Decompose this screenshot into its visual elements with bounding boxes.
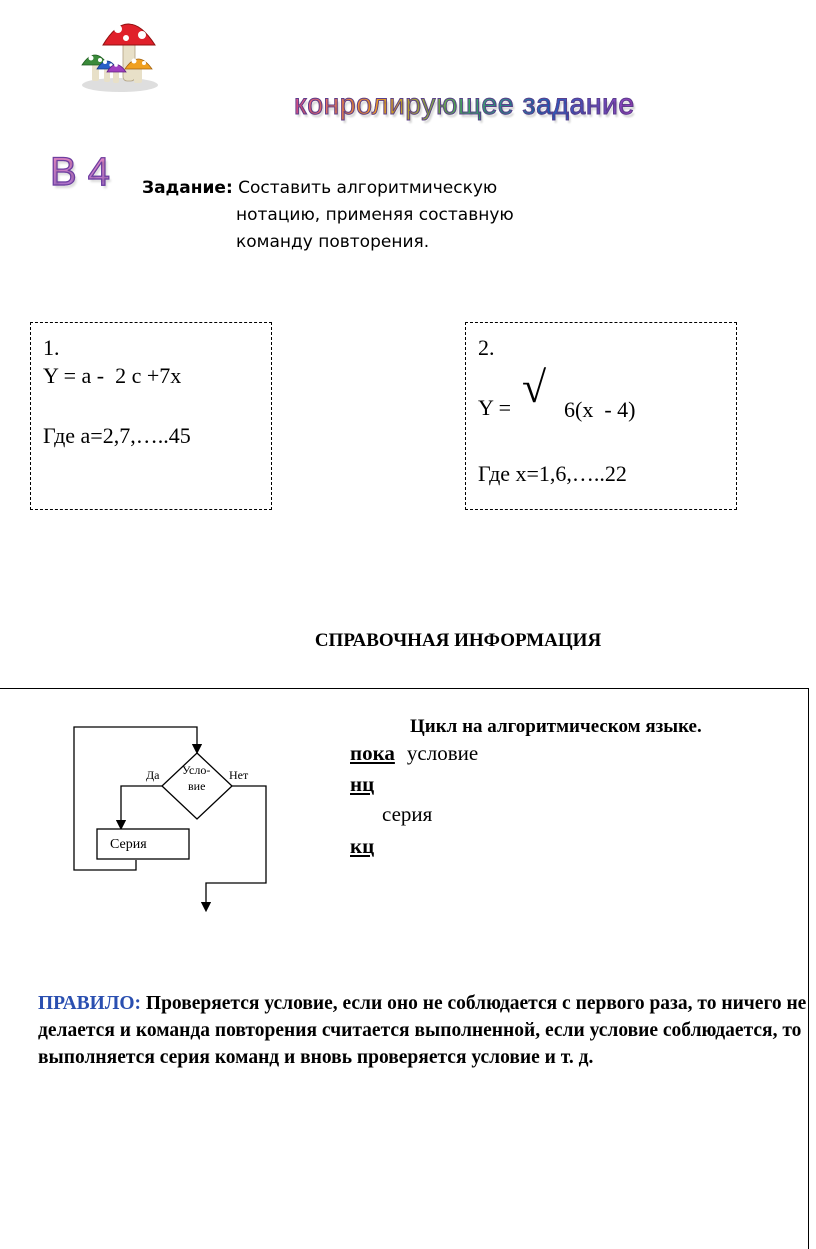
flowchart-yes-label: Да	[146, 768, 160, 782]
problem-2-number: 2.	[478, 335, 495, 360]
keyword-end: кц	[350, 834, 375, 858]
problem-2-box	[465, 322, 737, 510]
problem-2-formula-prefix: Y =	[478, 395, 511, 420]
loop-while-line	[350, 741, 478, 766]
flowchart-condition-label-2: вие	[188, 779, 206, 793]
flowchart-series-label: Серия	[110, 837, 147, 852]
worksheet-title: конролирующее задание	[293, 88, 635, 121]
square-root-sign: √	[522, 363, 547, 412]
keyword-while: пока	[350, 741, 395, 765]
loop-title: Цикл на алгоритмическом языке.	[410, 716, 702, 737]
problem-1-number: 1.	[43, 335, 60, 360]
mushroom-logo-image	[70, 5, 170, 95]
while-loop-flowchart	[66, 715, 306, 915]
flowchart-condition-label-1: Усло-	[182, 763, 211, 777]
keyword-begin: нц	[350, 772, 375, 796]
flowchart-no-label: Нет	[229, 768, 249, 782]
rule-paragraph	[38, 990, 808, 1071]
problem-2-radicand: 6(x - 4)	[564, 397, 636, 422]
task-description	[142, 175, 514, 256]
task-label: Задание:	[142, 178, 233, 198]
while-condition: условие	[406, 741, 479, 765]
loop-body: серия	[382, 802, 433, 826]
rule-label: ПРАВИЛО:	[38, 993, 142, 1014]
variant-label: В 4	[50, 150, 111, 194]
rule-text: Проверяется условие, если оно не соблюдается с первого раза, то ничего не делается и команда повторения считается выполненной, если условие соблюдается, то выполняется серия команд и вновь проверяется условие и т. д.	[38, 993, 807, 1068]
reference-title: СПРАВОЧНАЯ ИНФОРМАЦИЯ	[314, 630, 602, 651]
problem-1-formula: Y = a - 2 c +7x	[43, 363, 182, 388]
problem-1-condition: Где a=2,7,…..45	[43, 423, 191, 448]
problem-2-condition: Где x=1,6,…..22	[478, 461, 627, 486]
task-line-2: нотацию, применяя составную	[236, 205, 514, 225]
problem-1-box	[30, 322, 272, 510]
task-line-3: команду повторения.	[236, 232, 430, 252]
task-line-1: Составить алгоритмическую	[238, 178, 498, 198]
